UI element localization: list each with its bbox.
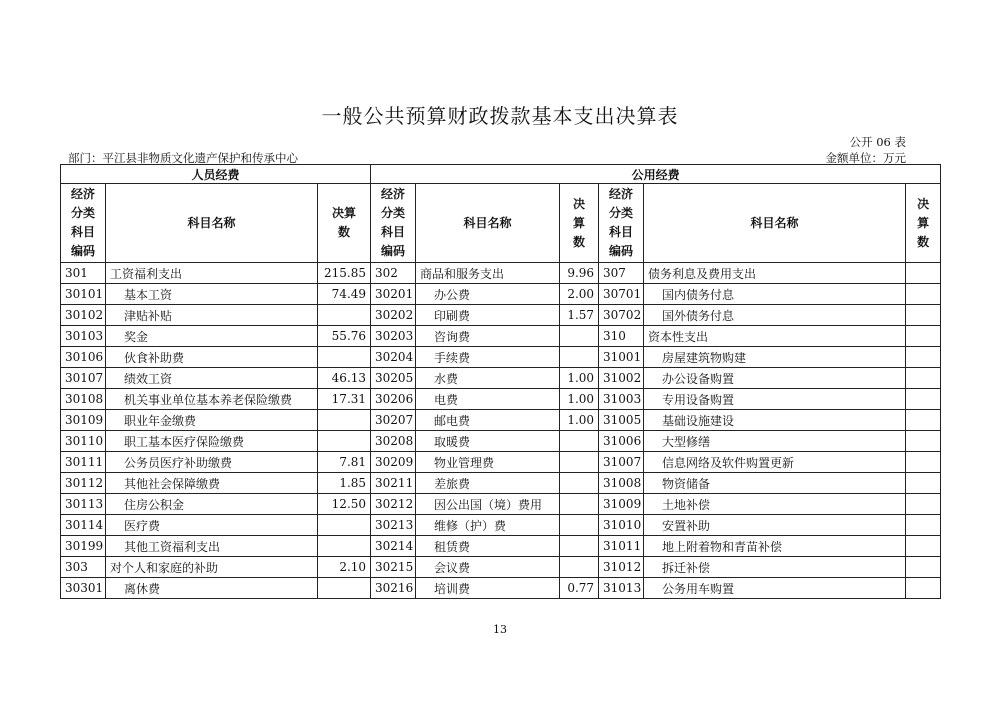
amount-cell — [560, 347, 599, 368]
econ-code-cell: 30215 — [371, 557, 416, 578]
item-name-cell: 债务利息及费用支出 — [644, 263, 906, 284]
item-name-cell: 职工基本医疗保险缴费 — [106, 431, 318, 452]
amount-cell — [318, 305, 371, 326]
item-name-cell: 办公设备购置 — [644, 368, 906, 389]
amount-cell: 74.49 — [318, 284, 371, 305]
econ-code-cell: 30108 — [61, 389, 106, 410]
col-header-name: 科目名称 — [644, 184, 906, 263]
econ-code-cell: 31012 — [599, 557, 644, 578]
econ-code-cell: 307 — [599, 263, 644, 284]
econ-code-cell: 30101 — [61, 284, 106, 305]
item-name-cell: 因公出国（境）费用 — [416, 494, 560, 515]
econ-code-cell: 30206 — [371, 389, 416, 410]
amount-cell — [560, 536, 599, 557]
group-header-row — [61, 165, 941, 184]
form-number: 公开 06 表 — [849, 135, 906, 149]
amount-cell: 46.13 — [318, 368, 371, 389]
item-name-cell: 专用设备购置 — [644, 389, 906, 410]
econ-code-cell: 31005 — [599, 410, 644, 431]
item-name-cell: 会议费 — [416, 557, 560, 578]
econ-code-cell: 30701 — [599, 284, 644, 305]
econ-code-cell: 31002 — [599, 368, 644, 389]
item-name-cell: 邮电费 — [416, 410, 560, 431]
amount-cell: 1.57 — [560, 305, 599, 326]
amount-cell — [906, 368, 941, 389]
item-name-cell: 基本工资 — [106, 284, 318, 305]
amount-cell: 215.85 — [318, 263, 371, 284]
amount-cell: 1.00 — [560, 389, 599, 410]
econ-code-cell: 30216 — [371, 578, 416, 599]
item-name-cell: 津贴补贴 — [106, 305, 318, 326]
item-name-cell: 离休费 — [106, 578, 318, 599]
amount-cell — [560, 515, 599, 536]
column-header-row — [61, 184, 941, 263]
amount-cell: 1.85 — [318, 473, 371, 494]
table-row — [61, 305, 941, 326]
table-row — [61, 536, 941, 557]
group-public-header: 公用经费 — [371, 165, 941, 184]
item-name-cell: 绩效工资 — [106, 368, 318, 389]
amount-cell: 17.31 — [318, 389, 371, 410]
item-name-cell: 手续费 — [416, 347, 560, 368]
item-name-cell: 拆迁补偿 — [644, 557, 906, 578]
amount-cell — [906, 578, 941, 599]
econ-code-cell: 30214 — [371, 536, 416, 557]
col-header-name: 科目名称 — [106, 184, 318, 263]
econ-code-cell: 30107 — [61, 368, 106, 389]
amount-cell — [906, 536, 941, 557]
amount-unit-label: 金额单位：万元 — [825, 151, 906, 165]
amount-cell — [560, 557, 599, 578]
amount-cell — [318, 515, 371, 536]
amount-cell — [906, 263, 941, 284]
econ-code-cell: 30201 — [371, 284, 416, 305]
econ-code-cell: 310 — [599, 326, 644, 347]
page-title: 一般公共预算财政拨款基本支出决算表 — [321, 104, 679, 128]
econ-code-cell: 30212 — [371, 494, 416, 515]
amount-cell — [906, 410, 941, 431]
amount-cell — [318, 431, 371, 452]
econ-code-cell: 31010 — [599, 515, 644, 536]
econ-code-cell: 30103 — [61, 326, 106, 347]
item-name-cell: 机关事业单位基本养老保险缴费 — [106, 389, 318, 410]
item-name-cell: 商品和服务支出 — [416, 263, 560, 284]
item-name-cell: 土地补偿 — [644, 494, 906, 515]
amount-cell — [318, 578, 371, 599]
amount-cell: 1.00 — [560, 410, 599, 431]
amount-cell: 7.81 — [318, 452, 371, 473]
amount-cell — [906, 431, 941, 452]
item-name-cell: 电费 — [416, 389, 560, 410]
item-name-cell: 物业管理费 — [416, 452, 560, 473]
table-row — [61, 578, 941, 599]
item-name-cell: 安置补助 — [644, 515, 906, 536]
econ-code-cell: 30110 — [61, 431, 106, 452]
item-name-cell: 公务用车购置 — [644, 578, 906, 599]
item-name-cell: 资本性支出 — [644, 326, 906, 347]
econ-code-cell: 31003 — [599, 389, 644, 410]
col-header-code: 经济分类科目编码 — [371, 184, 416, 263]
col-header-amount: 决算数 — [318, 184, 371, 263]
item-name-cell: 医疗费 — [106, 515, 318, 536]
amount-cell: 12.50 — [318, 494, 371, 515]
econ-code-cell: 30113 — [61, 494, 106, 515]
econ-code-cell: 31011 — [599, 536, 644, 557]
econ-code-cell: 31013 — [599, 578, 644, 599]
table-row — [61, 515, 941, 536]
table-row — [61, 557, 941, 578]
amount-cell — [906, 473, 941, 494]
item-name-cell: 奖金 — [106, 326, 318, 347]
table-row — [61, 473, 941, 494]
item-name-cell: 公务员医疗补助缴费 — [106, 452, 318, 473]
table-row — [61, 347, 941, 368]
econ-code-cell: 30213 — [371, 515, 416, 536]
table-row — [61, 284, 941, 305]
item-name-cell: 物资储备 — [644, 473, 906, 494]
amount-cell — [906, 452, 941, 473]
econ-code-cell: 30199 — [61, 536, 106, 557]
item-name-cell: 国内债务付息 — [644, 284, 906, 305]
econ-code-cell: 30202 — [371, 305, 416, 326]
page-number: 13 — [493, 623, 507, 636]
item-name-cell: 其他工资福利支出 — [106, 536, 318, 557]
amount-cell — [906, 515, 941, 536]
econ-code-cell: 30112 — [61, 473, 106, 494]
col-header-amount: 决算数 — [560, 184, 599, 263]
amount-cell: 2.00 — [560, 284, 599, 305]
econ-code-cell: 30209 — [371, 452, 416, 473]
amount-cell: 2.10 — [318, 557, 371, 578]
item-name-cell: 水费 — [416, 368, 560, 389]
amount-cell — [906, 305, 941, 326]
econ-code-cell: 30207 — [371, 410, 416, 431]
table-row — [61, 263, 941, 284]
table-row — [61, 389, 941, 410]
amount-cell: 55.76 — [318, 326, 371, 347]
amount-cell: 1.00 — [560, 368, 599, 389]
econ-code-cell: 30106 — [61, 347, 106, 368]
amount-cell — [560, 494, 599, 515]
econ-code-cell: 30211 — [371, 473, 416, 494]
econ-code-cell: 30109 — [61, 410, 106, 431]
amount-cell — [318, 410, 371, 431]
item-name-cell: 工资福利支出 — [106, 263, 318, 284]
amount-cell — [318, 347, 371, 368]
item-name-cell: 大型修缮 — [644, 431, 906, 452]
item-name-cell: 印刷费 — [416, 305, 560, 326]
econ-code-cell: 30111 — [61, 452, 106, 473]
item-name-cell: 咨询费 — [416, 326, 560, 347]
econ-code-cell: 30204 — [371, 347, 416, 368]
econ-code-cell: 30102 — [61, 305, 106, 326]
table-row — [61, 368, 941, 389]
amount-cell — [318, 536, 371, 557]
econ-code-cell: 31007 — [599, 452, 644, 473]
amount-cell — [906, 326, 941, 347]
amount-cell — [906, 284, 941, 305]
item-name-cell: 对个人和家庭的补助 — [106, 557, 318, 578]
item-name-cell: 职业年金缴费 — [106, 410, 318, 431]
amount-cell — [560, 431, 599, 452]
amount-cell — [906, 557, 941, 578]
item-name-cell: 基础设施建设 — [644, 410, 906, 431]
item-name-cell: 培训费 — [416, 578, 560, 599]
amount-cell — [560, 326, 599, 347]
amount-cell — [560, 473, 599, 494]
table-row — [61, 494, 941, 515]
item-name-cell: 国外债务付息 — [644, 305, 906, 326]
econ-code-cell: 30702 — [599, 305, 644, 326]
econ-code-cell: 30208 — [371, 431, 416, 452]
table-row — [61, 410, 941, 431]
item-name-cell: 办公费 — [416, 284, 560, 305]
econ-code-cell: 303 — [61, 557, 106, 578]
amount-cell — [560, 452, 599, 473]
econ-code-cell: 31009 — [599, 494, 644, 515]
item-name-cell: 维修（护）费 — [416, 515, 560, 536]
amount-cell — [906, 347, 941, 368]
item-name-cell: 住房公积金 — [106, 494, 318, 515]
econ-code-cell: 30114 — [61, 515, 106, 536]
group-personnel-header: 人员经费 — [61, 165, 371, 184]
col-header-code: 经济分类科目编码 — [61, 184, 106, 263]
econ-code-cell: 31006 — [599, 431, 644, 452]
econ-code-cell: 301 — [61, 263, 106, 284]
econ-code-cell: 30205 — [371, 368, 416, 389]
item-name-cell: 信息网络及软件购置更新 — [644, 452, 906, 473]
item-name-cell: 取暖费 — [416, 431, 560, 452]
col-header-amount: 决算数 — [906, 184, 941, 263]
amount-cell — [906, 389, 941, 410]
table-row — [61, 452, 941, 473]
econ-code-cell: 31001 — [599, 347, 644, 368]
expenditure-table — [60, 164, 941, 599]
amount-cell: 9.96 — [560, 263, 599, 284]
item-name-cell: 地上附着物和青苗补偿 — [644, 536, 906, 557]
table-row — [61, 326, 941, 347]
econ-code-cell: 30301 — [61, 578, 106, 599]
econ-code-cell: 302 — [371, 263, 416, 284]
item-name-cell: 租赁费 — [416, 536, 560, 557]
item-name-cell: 差旅费 — [416, 473, 560, 494]
department-label: 部门：平江县非物质文化遗产保护和传承中心 — [68, 151, 298, 165]
table-row — [61, 431, 941, 452]
econ-code-cell: 31008 — [599, 473, 644, 494]
amount-cell: 0.77 — [560, 578, 599, 599]
item-name-cell: 其他社会保障缴费 — [106, 473, 318, 494]
col-header-name: 科目名称 — [416, 184, 560, 263]
econ-code-cell: 30203 — [371, 326, 416, 347]
col-header-code: 经济分类科目编码 — [599, 184, 644, 263]
item-name-cell: 房屋建筑物购建 — [644, 347, 906, 368]
amount-cell — [906, 494, 941, 515]
item-name-cell: 伙食补助费 — [106, 347, 318, 368]
